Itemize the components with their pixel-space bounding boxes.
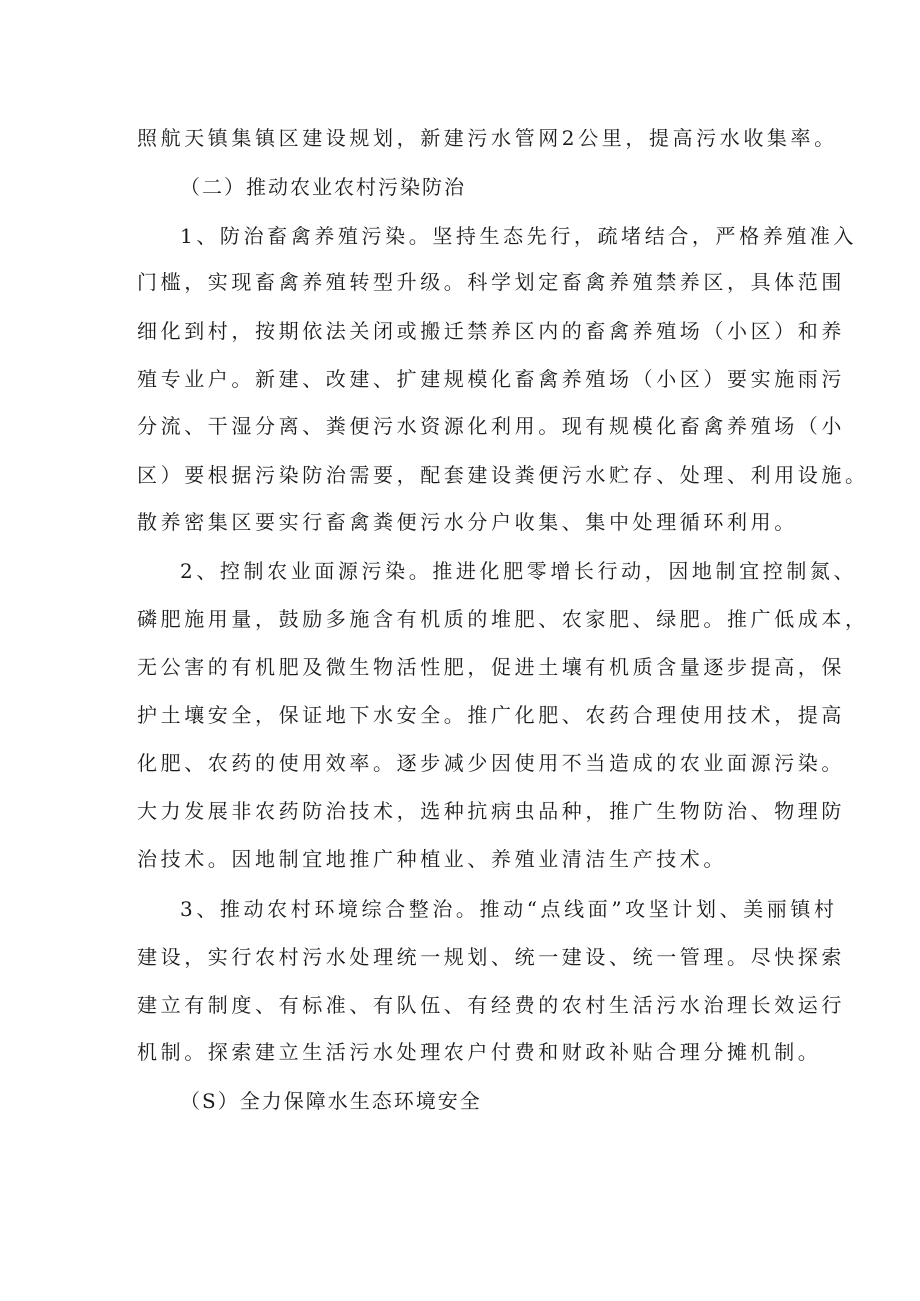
paragraph-line: 护土壤安全，保证地下水安全。推广化肥、农药合理使用技术，提高 [137, 703, 845, 727]
paragraph-line: 化肥、农药的使用效率。逐步减少因使用不当造成的农业面源污染。 [137, 751, 845, 775]
section-heading: （S）全力保障水生态环境安全 [180, 1089, 482, 1113]
paragraph-line: 磷肥施用量，鼓励多施含有机质的堆肥、农家肥、绿肥。推广低成本， [137, 607, 869, 631]
paragraph-line: 机制。探索建立生活污水处理农户付费和财政补贴合理分摊机制。 [137, 1040, 822, 1064]
paragraph-line: 区）要根据污染防治需要，配套建设粪便污水贮存、处理、利用设施。 [137, 463, 869, 487]
paragraph-line: 散养密集区要实行畜禽粪便污水分户收集、集中处理循环利用。 [137, 510, 798, 534]
paragraph-line: 3、推动农村环境综合整治。推动“点线面”攻坚计划、美丽镇村 [180, 897, 838, 921]
paragraph-line: 治技术。因地制宜地推广种植业、养殖业清洁生产技术。 [137, 847, 727, 871]
paragraph-line: 1、防治畜禽养殖污染。坚持生态先行，疏堵结合，严格养殖准入 [180, 224, 858, 248]
paragraph-line: 大力发展非农药防治技术，选种抗病虫品种，推广生物防治、物理防 [137, 799, 845, 823]
paragraph-line: 门槛，实现畜禽养殖转型升级。科学划定畜禽养殖禁养区，具体范围 [137, 270, 845, 294]
paragraph-line: 建立有制度、有标准、有队伍、有经费的农村生活污水治理长效运行 [137, 993, 845, 1017]
paragraph-line: 照航天镇集镇区建设规划，新建污水管网2公里，提高污水收集率。 [137, 126, 838, 150]
paragraph-line: 2、控制农业面源污染。推进化肥零增长行动，因地制宜控制氮、 [180, 559, 858, 583]
paragraph-line: 建设，实行农村污水处理统一规划、统一建设、统一管理。尽快探索 [137, 945, 845, 969]
paragraph-line: 细化到村，按期依法关闭或搬迁禁养区内的畜禽养殖场（小区）和养 [137, 319, 845, 343]
paragraph-line: 殖专业户。新建、改建、扩建规模化畜禽养殖场（小区）要实施雨污 [137, 367, 845, 391]
section-heading: （二）推动农业农村污染防治 [180, 175, 466, 199]
paragraph-line: 无公害的有机肥及微生物活性肥，促进土壤有机质含量逐步提高，保 [137, 655, 845, 679]
paragraph-line: 分流、干湿分离、粪便污水资源化利用。现有规模化畜禽养殖场（小 [137, 414, 845, 438]
